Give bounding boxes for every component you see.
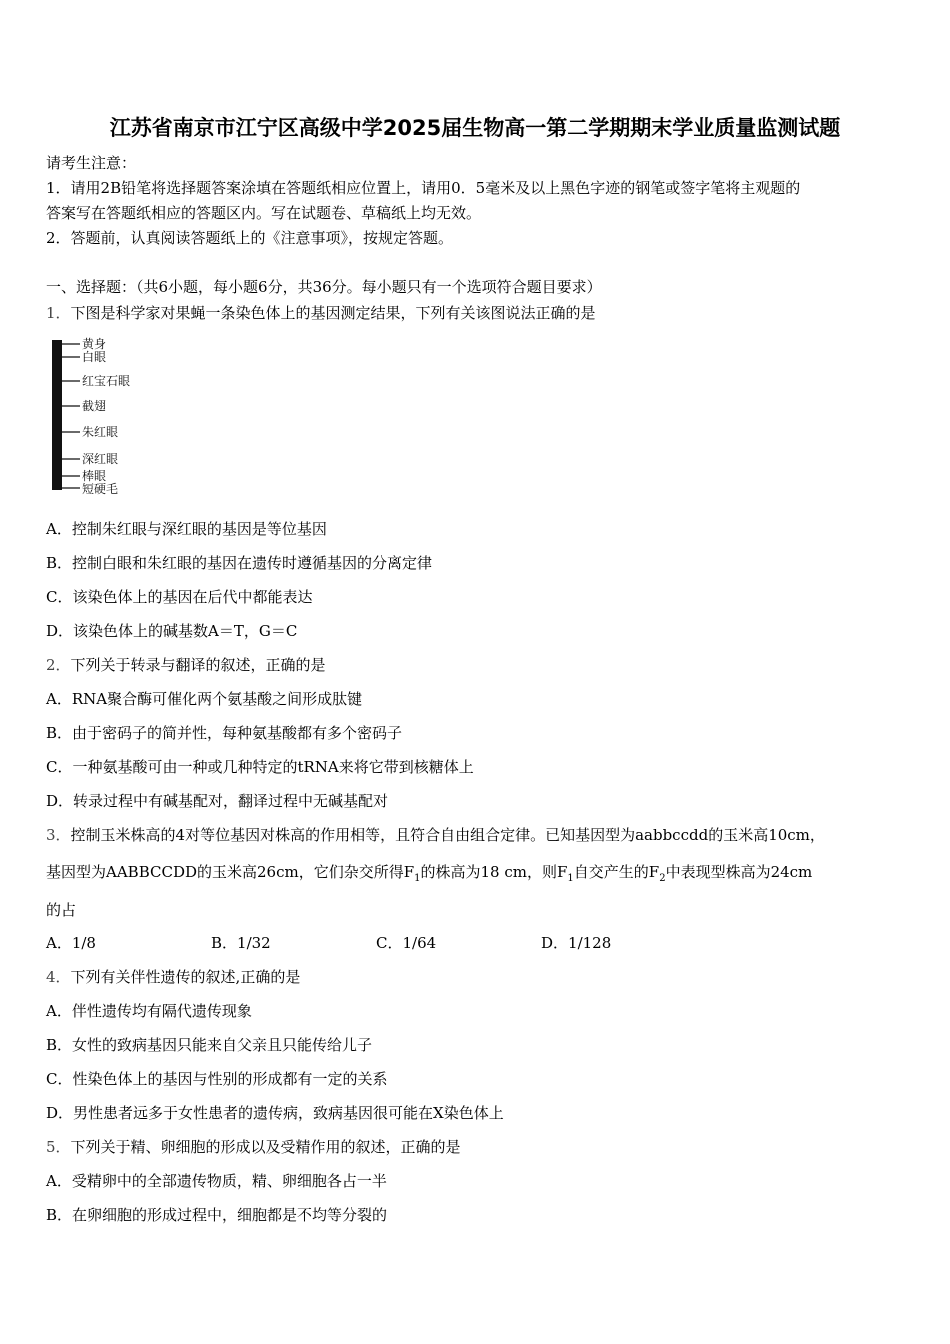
gene-label: 深红眼 [82, 452, 119, 466]
question-2 [46, 654, 326, 675]
page-title: 江苏省南京市江宁区高级中学2025届生物高一第二学期期末学业质量监测试题 [109, 116, 841, 140]
notice-line-1: 1．请用2B铅笔将选择题答案涂填在答题纸相应位置上，请用0．5毫米及以上黑色字迹的钢笔或签字笔将主观题的 [46, 179, 801, 197]
chromosome-gene-diagram [46, 334, 166, 499]
q2-option-c: C．一种氨基酸可由一种或几种特定的tRNA来将它带到核糖体上 [46, 758, 474, 776]
notice-line-3: 2．答题前，认真阅读答题纸上的《注意事项》，按规定答题。 [46, 229, 454, 247]
q4-option-a: A．伴性遗传均有隔代遗传现象 [46, 1002, 252, 1020]
gene-label: 黄身 [82, 337, 107, 351]
q3-options [46, 932, 706, 953]
subscript: 1 [414, 873, 421, 884]
gene-label: 白眼 [82, 350, 107, 364]
q1-option-b: B．控制白眼和朱红眼的基因在遗传时遵循基因的分离定律 [46, 554, 433, 572]
q4-option-b: B．女性的致病基因只能来自父亲且只能传给儿子 [46, 1036, 373, 1054]
question-number: 5． [46, 1138, 71, 1156]
question-stem-line-1: 控制玉米株高的4对等位基因对株高的作用相等，且符合自由组合定律。已知基因型为aabbccdd的玉米高10cm， [70, 826, 825, 844]
question-number: 1． [46, 304, 71, 322]
section-heading: 一、选择题：（共6小题，每小题6分，共36分。每小题只有一个选项符合题目要求） [46, 278, 602, 296]
chromosome-bar [52, 340, 62, 490]
question-stem: 下列关于转录与翻译的叙述，正确的是 [70, 656, 326, 674]
question-number: 3． [46, 826, 71, 844]
subscript: 2 [659, 873, 666, 884]
question-stem: 下列有关伴性遗传的叙述,正确的是 [70, 968, 301, 986]
gene-label: 棒眼 [82, 469, 107, 483]
question-5 [46, 1136, 461, 1157]
subscript: 1 [567, 873, 574, 884]
notice-line-2: 答案写在答题纸相应的答题区内。写在试题卷、草稿纸上均无效。 [46, 204, 482, 222]
stem-part: 自交产生的F [573, 863, 660, 881]
q4-option-c: C．性染色体上的基因与性别的形成都有一定的关系 [46, 1070, 388, 1088]
question-4 [46, 966, 300, 987]
stem-part: 基因型为AABBCCDD的玉米高26cm，它们杂交所得F [46, 863, 415, 881]
q1-option-c: C．该染色体上的基因在后代中都能表达 [46, 588, 313, 606]
q5-option-a: A．受精卵中的全部遗传物质，精、卵细胞各占一半 [46, 1172, 387, 1190]
q3-option-d: D．1/128 [541, 934, 612, 952]
q2-option-d: D．转录过程中有碱基配对，翻译过程中无碱基配对 [46, 792, 389, 810]
question-3-line-2 [46, 861, 812, 884]
question-number: 2． [46, 656, 71, 674]
gene-label: 红宝石眼 [82, 374, 131, 388]
q3-option-a: A．1/8 [46, 934, 96, 952]
q1-option-d: D．该染色体上的碱基数A＝T，G＝C [46, 622, 298, 640]
notice-heading: 请考生注意： [46, 154, 137, 172]
q1-option-a: A．控制朱红眼与深红眼的基因是等位基因 [46, 520, 327, 538]
gene-label: 朱红眼 [82, 425, 119, 439]
gene-label: 短硬毛 [82, 482, 119, 496]
stem-part: 的株高为18 cm，则F [420, 863, 568, 881]
q3-option-b: B．1/32 [211, 934, 271, 952]
gene-label: 截翅 [82, 399, 107, 413]
q5-option-b: B．在卵细胞的形成过程中，细胞都是不均等分裂的 [46, 1206, 388, 1224]
q4-option-d: D．男性患者远多于女性患者的遗传病，致病基因很可能在X染色体上 [46, 1104, 504, 1122]
q3-option-c: C．1/64 [376, 934, 437, 952]
question-3 [46, 824, 825, 845]
question-1 [46, 302, 596, 323]
question-stem: 下图是科学家对果蝇一条染色体上的基因测定结果，下列有关该图说法正确的是 [70, 304, 596, 322]
question-number: 4． [46, 968, 71, 986]
q2-option-b: B．由于密码子的简并性，每种氨基酸都有多个密码子 [46, 724, 403, 742]
question-3-line-3: 的占 [46, 901, 77, 919]
stem-part: 中表现型株高为24cm [665, 863, 813, 881]
q2-option-a: A．RNA聚合酶可催化两个氨基酸之间形成肽键 [46, 690, 363, 708]
question-stem: 下列关于精、卵细胞的形成以及受精作用的叙述，正确的是 [70, 1138, 461, 1156]
